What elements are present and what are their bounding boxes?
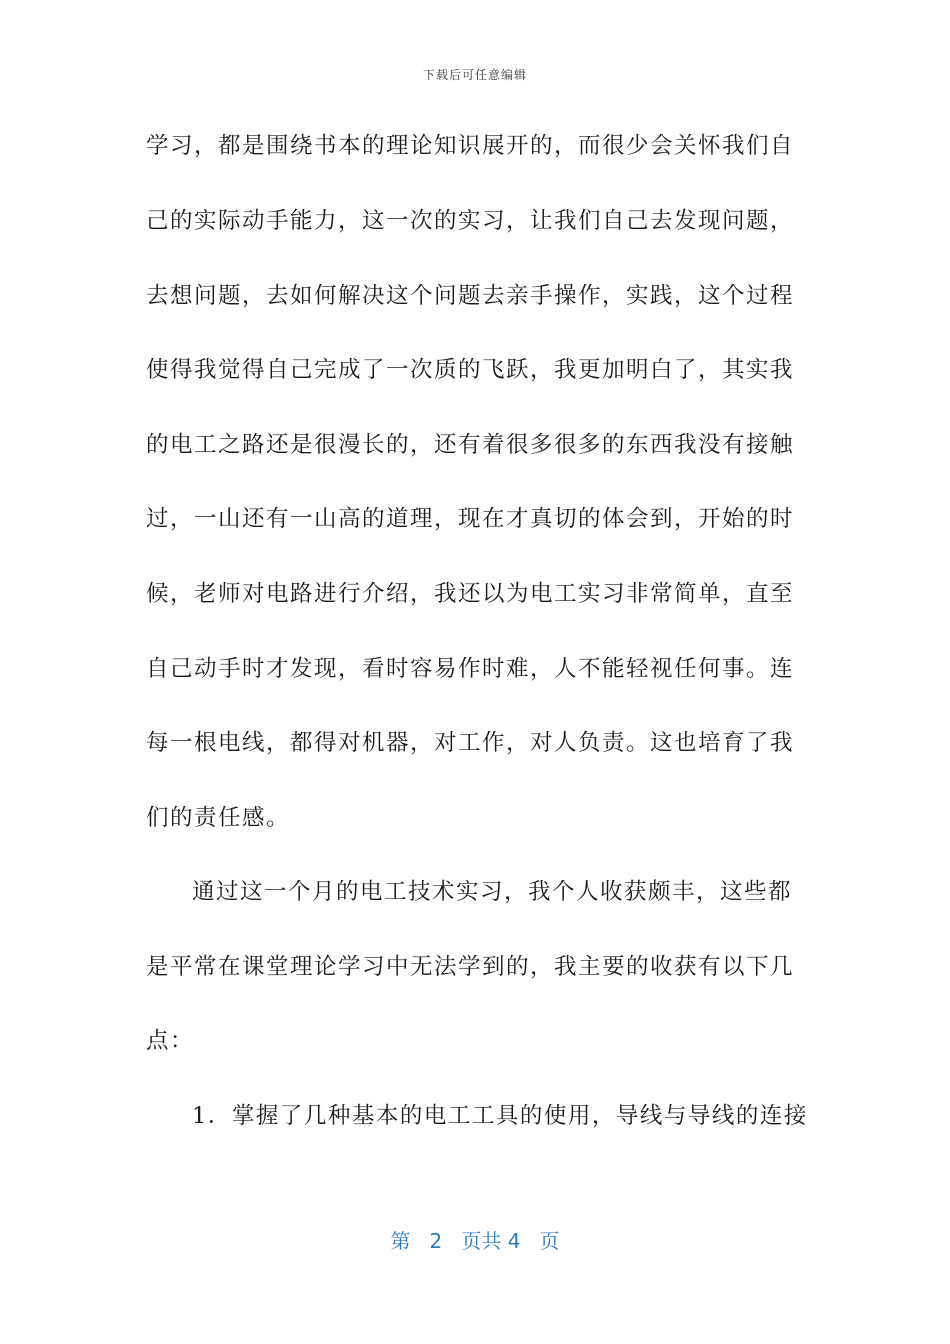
text-line: 1．掌握了几种基本的电工工具的使用，导线与导线的连接 (192, 1103, 808, 1129)
text-line: 们的责任感。 (146, 805, 291, 831)
page-footer (0, 1225, 950, 1254)
text-line: 使得我觉得自己完成了一次质的飞跃，我更加明白了，其实我 (146, 357, 795, 383)
footer-suffix: 页 (539, 1229, 560, 1253)
text-line: 每一根电线，都得对机器，对工作，对人负责。这也培育了我 (146, 730, 795, 756)
text-line: 己的实际动手能力，这一次的实习，让我们自己去发现问题， (146, 208, 795, 234)
footer-prefix: 第 (390, 1229, 411, 1253)
text-line: 的电工之路还是很漫长的，还有着很多很多的东西我没有接触 (146, 432, 795, 458)
footer-total-pages: 4 (507, 1229, 521, 1253)
text-line: 自己动手时才发现，看时容易作时难，人不能轻视任何事。连 (146, 656, 795, 682)
text-line: 通过这一个月的电工技术实习，我个人收获颇丰，这些都 (192, 879, 793, 905)
text-line: 候，老师对电路进行介绍，我还以为电工实习非常简单，直至 (146, 581, 795, 607)
text-line: 去想问题，去如何解决这个问题去亲手操作，实践，这个过程 (146, 283, 795, 309)
footer-current-page: 2 (429, 1229, 443, 1253)
text-line: 是平常在课堂理论学习中无法学到的，我主要的收获有以下几 (146, 954, 795, 980)
text-line: 学习，都是围绕书本的理论知识展开的，而很少会关怀我们自 (146, 133, 795, 159)
footer-middle: 页共 (461, 1229, 502, 1253)
page-header-note: 下载后可任意编辑 (422, 68, 527, 82)
text-line: 点： (146, 1028, 195, 1054)
text-line: 过，一山还有一山高的道理，现在才真切的体会到，开始的时 (146, 506, 795, 532)
